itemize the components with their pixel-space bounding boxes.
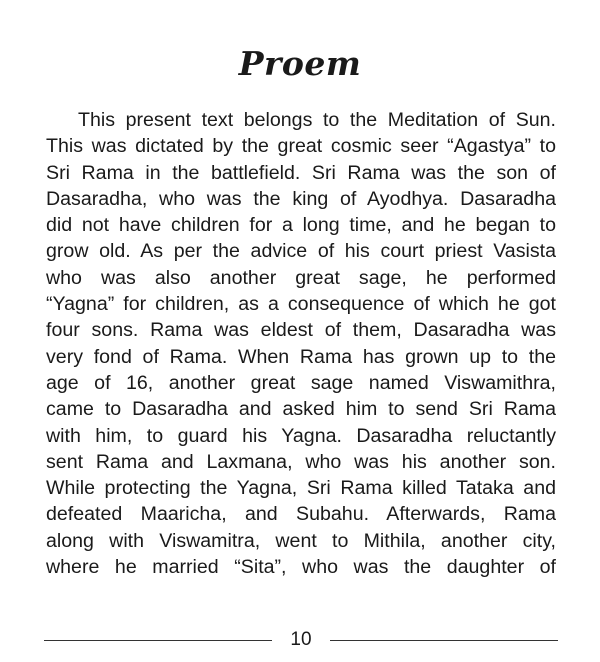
text-line: with him, to guard his Yagna. Dasaradha reluctantly [46, 424, 556, 447]
text-line: This present text belongs to the Meditation of Sun. [78, 109, 556, 131]
text-line: sent Rama and Laxmana, who was his another son. [46, 450, 556, 473]
text-line: defeated Maaricha, and Subahu. Afterwards, Rama [46, 503, 556, 526]
text-line: Dasaradha, who was the king of Ayodhya. Dasaradha [46, 187, 556, 210]
text-line: age of 16, another great sage named Viswamithra, [46, 371, 556, 394]
text-line: While protecting the Yagna, Sri Rama killed Tataka and [46, 477, 556, 500]
text-line: where he married “Sita”, who was the daughter of [46, 556, 556, 579]
text-line: very fond of Rama. When Rama has grown up to the [46, 345, 556, 368]
text-line: did not have children for a long time, and he began to [46, 214, 556, 237]
text-line: who was also another great sage, he performed [46, 266, 556, 289]
text-line: along with Viswamitra, went to Mithila, another city, [46, 529, 556, 552]
text-line: came to Dasaradha and asked him to send Sri Rama [46, 398, 556, 421]
text-line: This was dictated by the great cosmic seer “Agastya” to [46, 135, 556, 158]
text-line: grow old. As per the advice of his court priest Vasista [46, 240, 556, 263]
text-line: four sons. Rama was eldest of them, Dasaradha was [46, 319, 556, 342]
page-title: Proem [238, 44, 362, 83]
footer-rule-left [44, 640, 272, 641]
text-line: Sri Rama in the battlefield. Sri Rama was the son of [46, 161, 556, 184]
text-line: “Yagna” for children, as a consequence of which he got [46, 293, 556, 316]
body-paragraph [46, 107, 556, 580]
footer-rule-right [330, 640, 558, 641]
page-footer [44, 628, 558, 652]
page-number: 10 [290, 629, 312, 650]
